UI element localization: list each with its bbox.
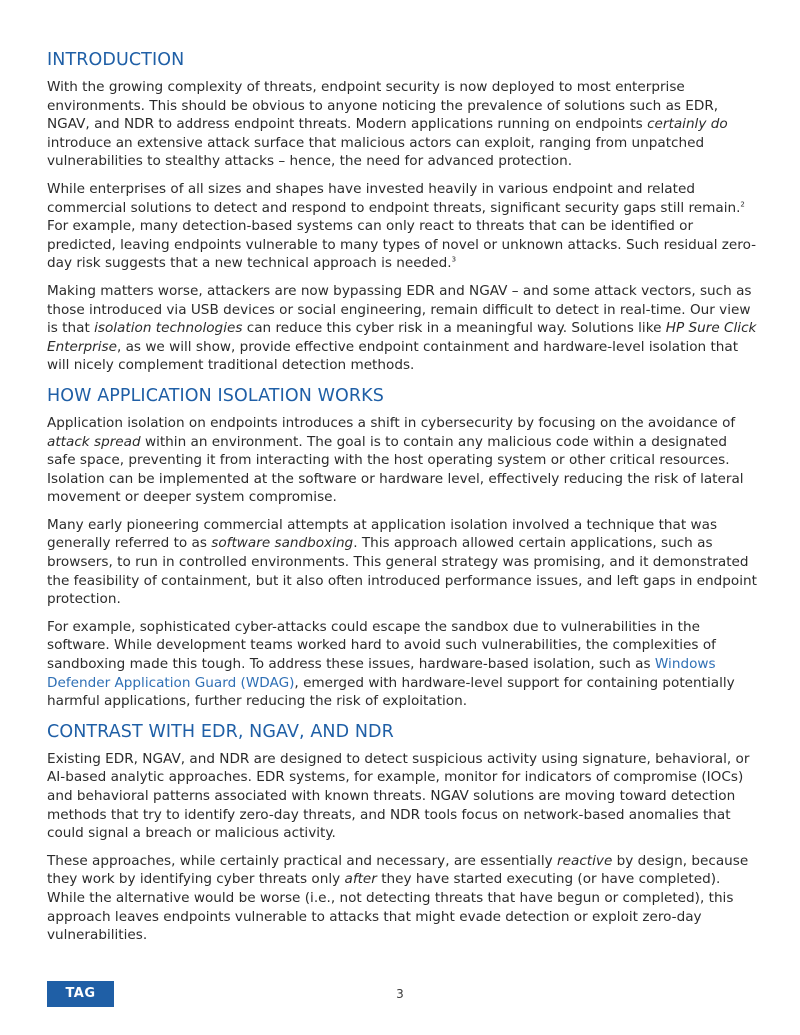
paragraph: With the growing complexity of threats, endpoint security is now deployed to most enterprise environments. This should be obvious to anyone noticing the prevalence of solutions such as EDR, NGAV, and NDR to address endpoint threats. Modern applications running on endpoints certainly do introduce an extensive attack surface that malicious actors can exploit, ranging from unpatched vulnerabilities to stealthy attacks – hence, the need for advanced protection.	[47, 79, 728, 170]
section-heading-isolation: HOW APPLICATION ISOLATION WORKS	[47, 385, 384, 406]
wdag-link[interactable]: Windows Defender Application Guard (WDAG)	[47, 656, 716, 691]
paragraph: Application isolation on endpoints introduces a shift in cybersecurity by focusing on the avoidance of attack spread within an environment. The goal is to contain any malicious code within a designated safe space, preventing it from interacting with the host operating system or other critical resources. Isolation can be implemented at the software or hardware level, effectively reducing the risk of lateral movement or deeper system compromise.	[47, 414, 744, 506]
footnote-ref[interactable]: 2	[740, 200, 745, 209]
paragraph: For example, sophisticated cyber-attacks could escape the sandbox due to vulnerabilities in the software. While development teams worked hard to avoid such vulnerabilities, the complexities of sandboxing made this tough. To address these issues, hardware-based isolation, such as Windows Defender Application Guard (WDAG), emerged with hardware-level support for containing potentially harmful applications, further reducing the risk of exploitation.	[47, 618, 735, 710]
document-page	[47, 48, 759, 954]
section-how-isolation-works	[47, 384, 759, 711]
page-number: 3	[396, 987, 404, 1001]
paragraph: While enterprises of all sizes and shapes have invested heavily in various endpoint and related commercial solutions to detect and respond to endpoint threats, significant security gaps still remain.$^2$ For example, many detection-based systems can only react to threats that can be identified or predicted, leaving endpoints vulnerable to many types of novel or unknown attacks. Such residual zero-day risk suggests that a new technical approach is needed.$^3$	[47, 180, 757, 272]
section-heading-contrast: CONTRAST WITH EDR, NGAV, AND NDR	[47, 721, 394, 742]
paragraph: Making matters worse, attackers are now bypassing EDR and NGAV – and some attack vectors, such as those introduced via USB devices or social engineering, remain difficult to detect in real-time. Our view is that isolation technologies can reduce this cyber risk in a meaningful way. Solutions like HP Sure Click Enterprise, as we will show, provide effective endpoint containment and hardware-level isolation that will nicely complement traditional detection methods.	[47, 282, 757, 374]
paragraph: Existing EDR, NGAV, and NDR are designed to detect suspicious activity using signature, behavioral, or AI-based analytic approaches. EDR systems, for example, monitor for indicators of compromise (IOCs) and behavioral patterns associated with known threats. NGAV solutions are moving toward detection methods that try to identify zero-day threats, and NDR tools focus on network-based anomalies that could signal a breach or malicious activity.	[47, 750, 750, 842]
paragraph: Many early pioneering commercial attempts at application isolation involved a technique that was generally referred to as software sandboxing. This approach allowed certain applications, such as browsers, to run in controlled environments. This general strategy was promising, and it demonstrated the feasibility of containment, but it also often introduced performance issues, and left gaps in endpoint protection.	[47, 516, 757, 608]
section-heading-introduction: INTRODUCTION	[47, 50, 185, 70]
paragraph: These approaches, while certainly practical and necessary, are essentially reactive by design, because they work by identifying cyber threats only after they have started executing (or have completed). While the alternative would be worse (i.e., not detecting threats that have begun or completed), this approach leaves endpoints vulnerable to attacks that might evade detection or exploit zero-day vulnerabilities.	[47, 852, 749, 944]
tag-logo: TAG	[47, 981, 114, 1007]
section-contrast	[47, 720, 759, 945]
section-introduction	[47, 48, 759, 375]
footnote-ref[interactable]: 3	[451, 255, 457, 264]
